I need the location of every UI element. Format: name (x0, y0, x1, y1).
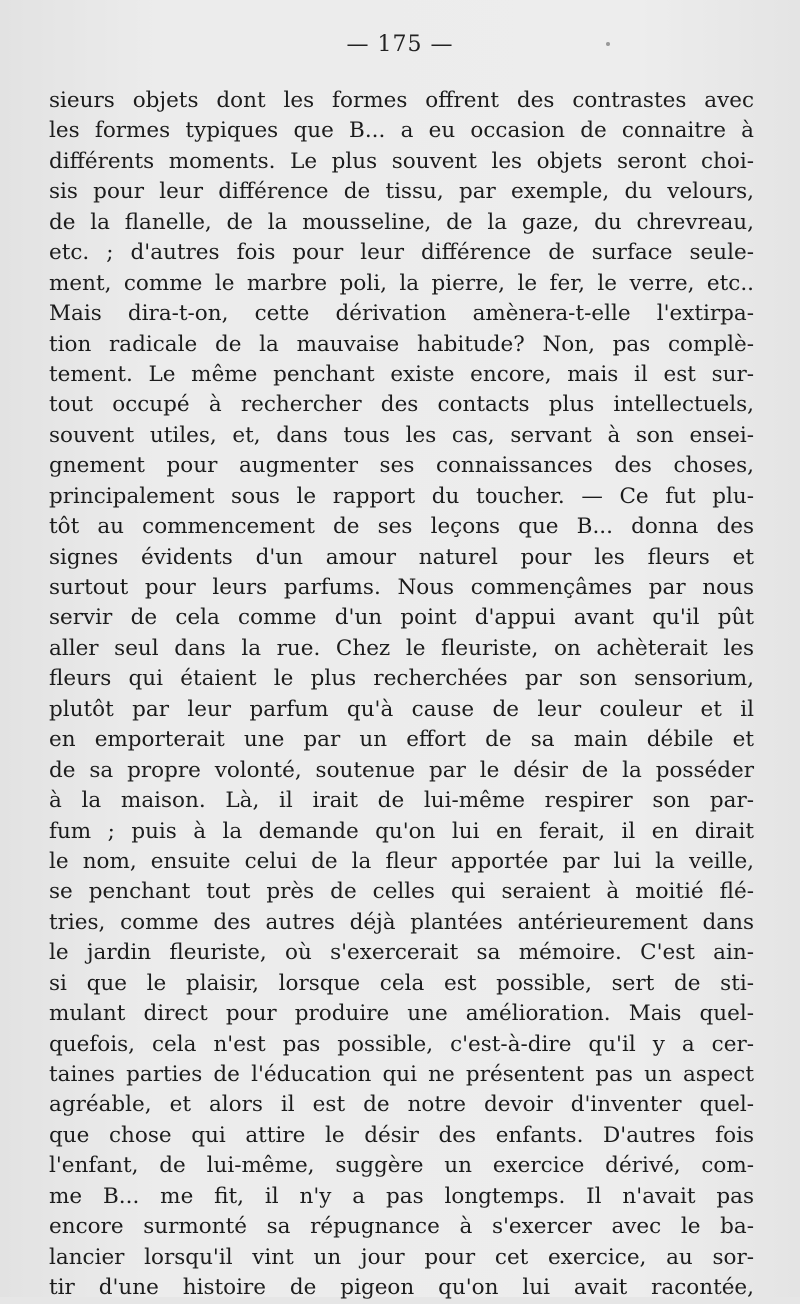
text-line: fleurs qui étaient le plus recherchées par son sensorium, (49, 666, 754, 692)
page-number-header: — 175 — (346, 32, 454, 57)
text-line: l'enfant, de lui-même, suggère un exercice dérivé, com- (49, 1153, 754, 1179)
text-line: tion radicale de la mauvaise habitude? Non, pas complè- (49, 331, 754, 357)
text-line: mulant direct pour produire une amélioration. Mais quel- (49, 1001, 754, 1027)
ink-speck (606, 42, 610, 46)
text-line: lancier lorsqu'il vint un jour pour cet exercice, au sor- (49, 1244, 754, 1270)
text-line: de la flanelle, de la mousseline, de la gaze, du chrevreau, (49, 209, 754, 235)
text-line: le jardin fleuriste, où s'exercerait sa mémoire. C'est ain- (49, 940, 754, 966)
text-line: souvent utiles, et, dans tous les cas, servant à son ensei- (49, 422, 754, 448)
text-line: ment, comme le marbre poli, la pierre, le fer, le verre, etc.. (49, 270, 754, 296)
text-line: le nom, ensuite celui de la fleur apportée par lui la veille, (49, 848, 754, 874)
text-line: quefois, cela n'est pas possible, c'est-à-dire qu'il y a cer- (49, 1031, 754, 1057)
text-line: principalement sous le rapport du toucher. — Ce fut plu- (49, 483, 754, 509)
text-line: à la maison. Là, il irait de lui-même respirer son par- (49, 788, 754, 814)
text-line: tout occupé à rechercher des contacts plus intellectuels, (49, 392, 754, 418)
text-line: etc. ; d'autres fois pour leur différence de surface seule- (49, 240, 754, 266)
text-line: si que le plaisir, lorsque cela est possible, sert de sti- (49, 970, 754, 996)
text-line: gnement pour augmenter ses connaissances des choses, (49, 453, 754, 479)
text-line: aller seul dans la rue. Chez le fleuriste, on achèterait les (49, 635, 754, 661)
text-line: les formes typiques que B... a eu occasion de connaitre à (49, 118, 754, 144)
text-line: sis pour leur différence de tissu, par exemple, du velours, (49, 179, 754, 205)
text-line: fum ; puis à la demande qu'on lui en ferait, il en dirait (49, 818, 754, 844)
text-line: servir de cela comme d'un point d'appui avant qu'il pût (49, 605, 754, 631)
text-line: que chose qui attire le désir des enfants. D'autres fois (49, 1122, 754, 1148)
text-line: en emporterait une par un effort de sa main débile et (49, 727, 754, 753)
text-line: se penchant tout près de celles qui seraient à moitié flé- (49, 879, 754, 905)
text-line: Mais dira-t-on, cette dérivation amènera-t-elle l'extirpa- (49, 301, 754, 327)
text-line: tôt au commencement de ses leçons que B... donna des (49, 514, 754, 540)
text-line: surtout pour leurs parfums. Nous commençâmes par nous (49, 575, 754, 600)
text-line: encore surmonté sa répugnance à s'exercer avec le ba- (49, 1214, 754, 1240)
text-line: taines parties de l'éducation qui ne présentent pas un aspect (49, 1062, 754, 1087)
text-line: me B... me fit, il n'y a pas longtemps. Il n'avait pas (49, 1183, 754, 1209)
text-line: tir d'une histoire de pigeon qu'on lui avait racontée, (49, 1275, 754, 1301)
text-line: tement. Le même penchant existe encore, mais il est sur- (49, 361, 754, 387)
text-line: tries, comme des autres déjà plantées antérieurement dans (49, 909, 754, 935)
text-line: différents moments. Le plus souvent les objets seront choi- (49, 148, 754, 174)
text-line: plutôt par leur parfum qu'à cause de leur couleur et il (49, 696, 754, 722)
text-line: agréable, et alors il est de notre devoir d'inventer quel- (49, 1092, 754, 1118)
text-line: sieurs objets dont les formes offrent des contrastes avec (49, 88, 754, 113)
text-line: de sa propre volonté, soutenue par le désir de la posséder (49, 757, 754, 783)
body-text (49, 86, 754, 1304)
text-line: signes évidents d'un amour naturel pour les fleurs et (49, 544, 754, 570)
